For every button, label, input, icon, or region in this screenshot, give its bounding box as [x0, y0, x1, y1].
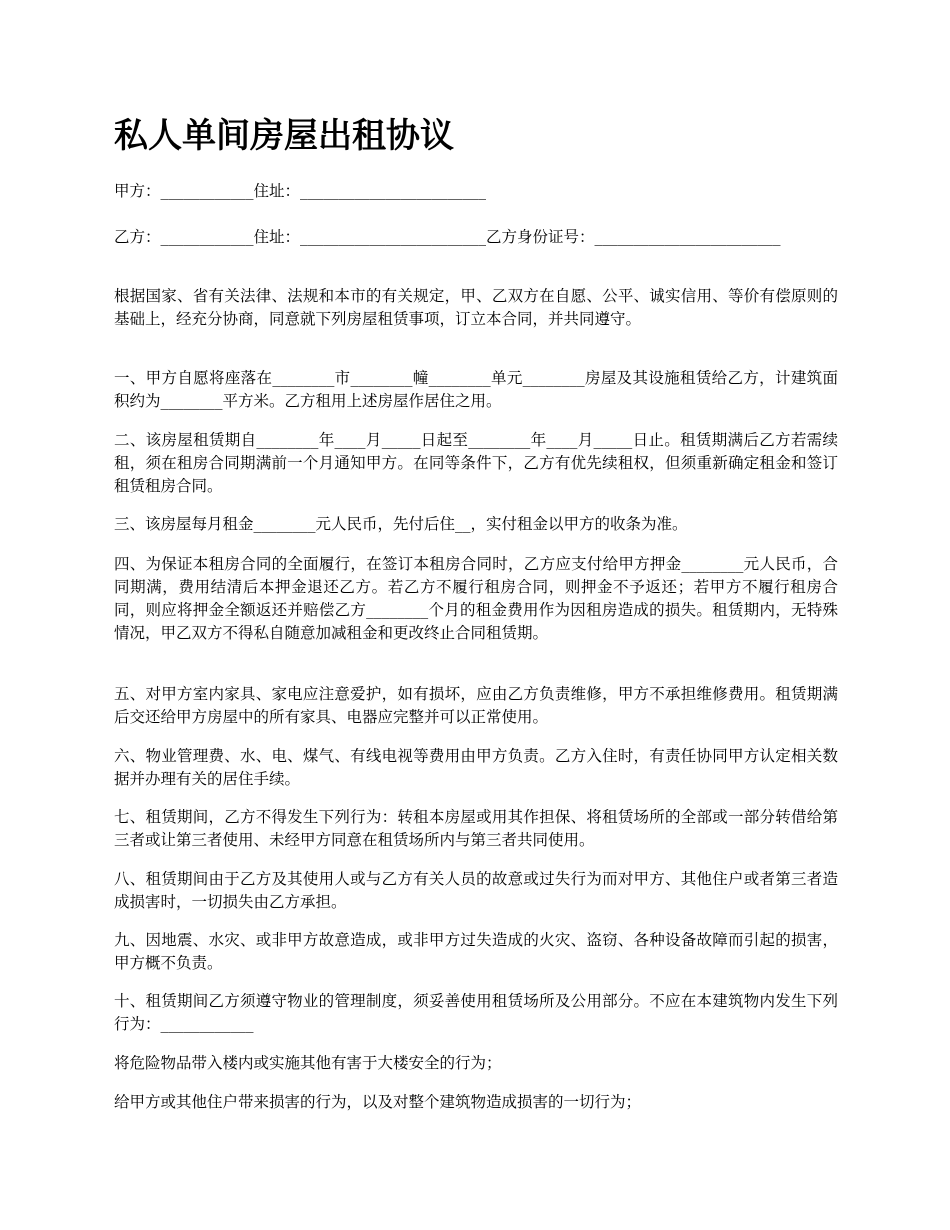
party-b-line: 乙方：____________住址：________________________乙方身份证号：________________________ — [114, 228, 781, 246]
clause-4: 四、为保证本租房合同的全面履行，在签订本租房合同时，乙方应支付给甲方押金________元人民币，合同期满，费用结清后本押金退还乙方。若乙方不履行租房合同，则押金不予返还；若甲方不履行租房合同，则应将押金全额返还并赔偿乙方________个月的租金费用作为因租房造成的损失。租赁期内，无特殊情况，甲乙双方不得私自随意加减租金和更改终止合同租赁期。 — [114, 555, 838, 642]
party-a-line: 甲方：____________住址：________________________ — [114, 182, 487, 200]
clause-2: 二、该房屋租赁期自________年____月_____日起至________年____月_____日止。租赁期满后乙方若需续租，须在租房合同期满前一个月通知甲方。在同等条件下，乙方有优先续租权，但须重新确定租金和签订租赁租房合同。 — [114, 431, 838, 495]
clause-6: 六、物业管理费、水、电、煤气、有线电视等费用由甲方负责。乙方入住时，有责任协同甲方认定相关数据并办理有关的居住手续。 — [114, 747, 838, 788]
clause-1: 一、甲方自愿将座落在________市________幢________单元________房屋及其设施租赁给乙方，计建筑面积约为________平方米。乙方租用上述房屋作居住之用。 — [114, 369, 838, 410]
clause-7: 七、租赁期间，乙方不得发生下列行为：转租本房屋或用其作担保、将租赁场所的全部或一部分转借给第三者或让第三者使用、未经甲方同意在租赁场所内与第三者共同使用。 — [114, 808, 838, 849]
clause-10-item-2: 给甲方或其他住户带来损害的行为，以及对整个建筑物造成损害的一切行为； — [114, 1093, 642, 1111]
document-title: 私人单间房屋出租协议 — [114, 116, 454, 156]
clause-9: 九、因地震、水灾、或非甲方故意造成，或非甲方过失造成的火灾、盗窃、各种设备故障而引起的损害，甲方概不负责。 — [114, 931, 838, 972]
clause-10: 十、租赁期间乙方须遵守物业的管理制度，须妥善使用租赁场所及公用部分。不应在本建筑物内发生下列行为：____________ — [114, 992, 838, 1033]
clause-10-item-1: 将危险物品带入楼内或实施其他有害于大楼安全的行为； — [114, 1054, 502, 1072]
clause-3: 三、该房屋每月租金________元人民币，先付后住__，实付租金以甲方的收条为准。 — [114, 515, 688, 533]
clause-8: 八、租赁期间由于乙方及其使用人或与乙方有关人员的故意或过失行为而对甲方、其他住户或者第三者造成损害时，一切损失由乙方承担。 — [114, 870, 838, 911]
clause-5: 五、对甲方室内家具、家电应注意爱护，如有损坏，应由乙方负责维修，甲方不承担维修费用。租赁期满后交还给甲方房屋中的所有家具、电器应完整并可以正常使用。 — [114, 685, 838, 726]
preamble-paragraph: 根据国家、省有关法律、法规和本市的有关规定，甲、乙双方在自愿、公平、诚实信用、等价有偿原则的基础上，经充分协商，同意就下列房屋租赁事项，订立本合同，并共同遵守。 — [114, 287, 838, 328]
